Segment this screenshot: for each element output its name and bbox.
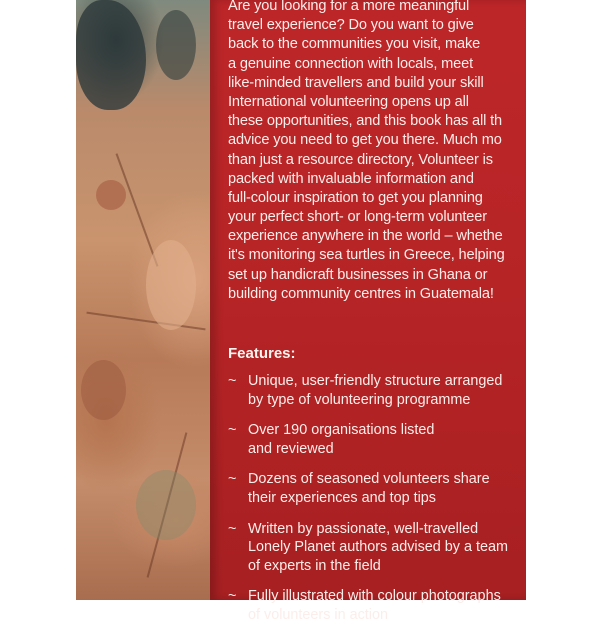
blurb-line: than just a resource directory, Volunteer is xyxy=(228,151,493,168)
blurb-line: travel experience? Do you want to give xyxy=(228,17,474,34)
rock-painting-mark xyxy=(76,0,146,110)
feature-line: Lonely Planet authors advised by a team xyxy=(248,539,508,556)
blurb-line: your perfect short- or long-term volunteer xyxy=(228,209,487,226)
tilde-bullet: ~ xyxy=(228,422,237,439)
rock-painting-mark xyxy=(81,360,126,420)
rock-painting-mark xyxy=(136,470,196,540)
feature-line: Over 190 organisations listed xyxy=(248,422,435,439)
blurb-line: it's monitoring sea turtles in Greece, helping xyxy=(228,247,505,264)
book-back-cover xyxy=(210,0,526,623)
blurb-line: a genuine connection with locals, meet xyxy=(228,55,473,72)
blurb-line: back to the communities you visit, make xyxy=(228,36,481,53)
feature-line: of experts in the field xyxy=(248,557,381,574)
blurb-text xyxy=(228,0,558,304)
tilde-bullet: ~ xyxy=(228,373,237,389)
feature-line: of volunteers in action xyxy=(248,606,388,623)
tilde-bullet: ~ xyxy=(228,588,237,605)
blurb-line: experience anywhere in the world – whethe xyxy=(228,228,503,245)
tilde-bullet: ~ xyxy=(228,520,237,537)
feature-item xyxy=(228,520,558,576)
rock-painting-mark xyxy=(146,240,196,330)
rock-art-photo xyxy=(76,0,210,600)
background-right xyxy=(526,0,600,600)
rock-painting-mark xyxy=(96,180,126,210)
blurb-line: set up handicraft businesses in Ghana or xyxy=(228,266,488,283)
blurb-line: full-colour inspiration to get you planning xyxy=(228,189,483,206)
feature-line: Unique, user-friendly structure arranged xyxy=(248,373,503,389)
feature-line: Written by passionate, well-travelled xyxy=(248,520,479,537)
blurb-line: packed with invaluable information and xyxy=(228,170,474,187)
rock-painting-mark xyxy=(156,10,196,80)
blurb-line: Are you looking for a more meaningful xyxy=(228,0,470,14)
blurb-line: advice you need to get you there. Much mo xyxy=(228,132,502,149)
feature-line: by type of volunteering programme xyxy=(248,391,471,408)
rock-crack xyxy=(116,153,159,266)
blurb-line: these opportunities, and this book has all th xyxy=(228,113,502,130)
feature-list xyxy=(228,372,558,637)
blurb-line: building community centres in Guatemala! xyxy=(228,285,494,302)
feature-line: and reviewed xyxy=(248,440,334,457)
feature-item xyxy=(228,421,558,458)
tilde-bullet: ~ xyxy=(228,471,237,488)
blurb-line: like-minded travellers and build your skill xyxy=(228,74,484,91)
feature-item xyxy=(228,372,558,409)
features-heading: Features: xyxy=(228,345,296,362)
feature-item xyxy=(228,587,558,624)
blurb-line: International volunteering opens up all xyxy=(228,93,469,110)
feature-line: their experiences and top tips xyxy=(248,489,436,506)
feature-line: Dozens of seasoned volunteers share xyxy=(248,471,490,488)
feature-line: Fully illustrated with colour photographs xyxy=(248,588,501,605)
feature-item xyxy=(228,470,558,507)
